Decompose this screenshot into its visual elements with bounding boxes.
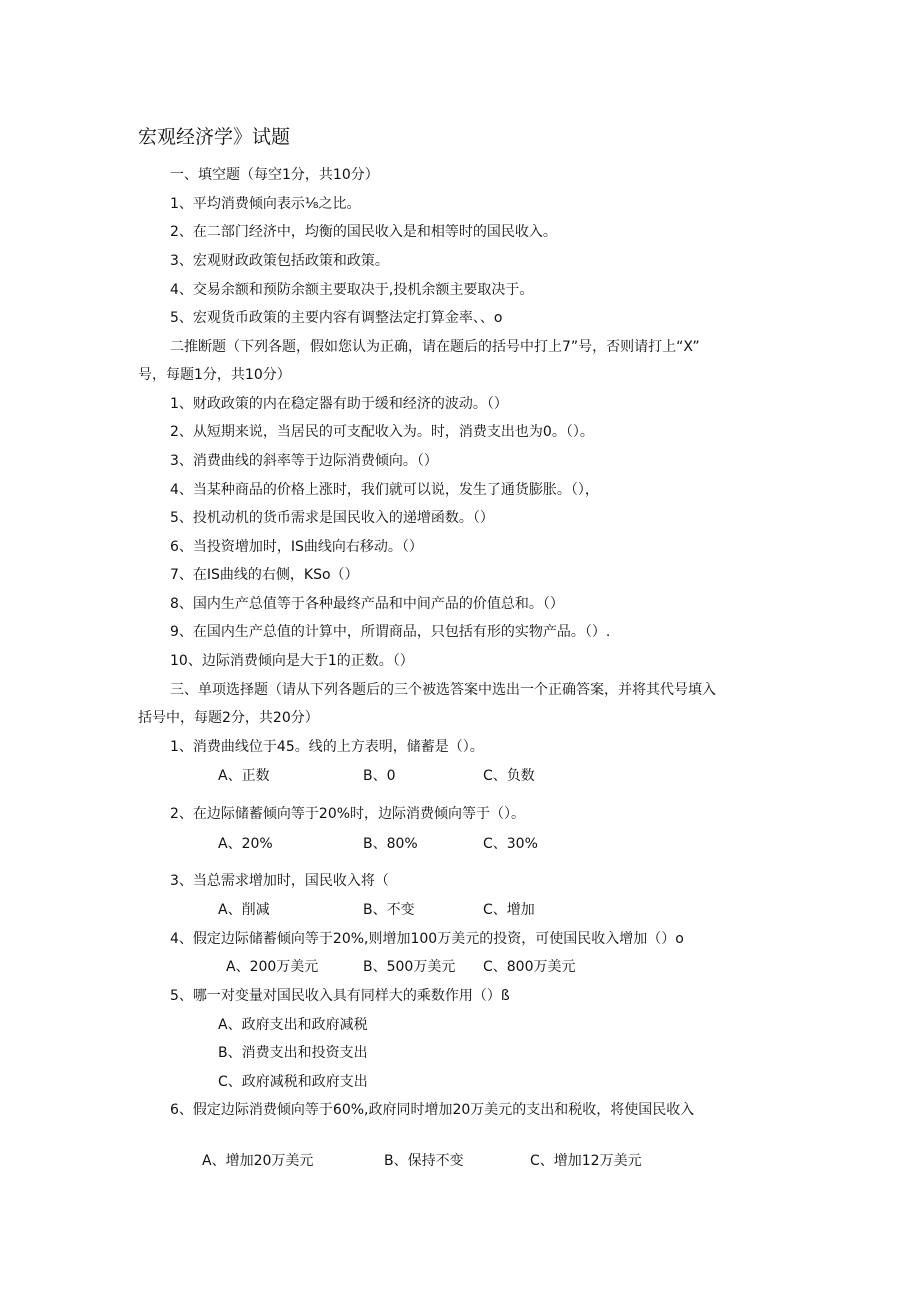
q1-option-c: C、负数 (483, 768, 535, 784)
q4-option-b: B、500万美元 (363, 959, 456, 975)
s1-item-4: 4、交易余额和预防余额主要取决于,投机余额主要取决于。 (170, 282, 534, 298)
q3-option-c: C、增加 (483, 902, 535, 918)
q5-stem: 5、哪一对变量对国民收入具有同样大的乘数作用（）ß (170, 988, 510, 1004)
q3-stem: 3、当总需求增加时，国民收入将（ (170, 873, 389, 889)
s2-item-7: 7、在IS曲线的右侧，KSo（） (170, 567, 359, 583)
s2-item-4: 4、当某种商品的价格上涨时，我们就可以说，发生了通货膨胀。（）， (170, 482, 599, 498)
q5-option-b: B、消费支出和投资支出 (218, 1045, 368, 1061)
q6-option-a: A、增加20万美元 (202, 1153, 314, 1169)
q6-option-b: B、保持不变 (384, 1153, 464, 1169)
q1-stem: 1、消费曲线位于45。线的上方表明，储蓄是（）。 (170, 739, 484, 755)
s2-item-2: 2、从短期来说，当居民的可支配收入为。时，消费支出也为0。（）。 (170, 424, 594, 440)
section-2-header-line1: 二推断题（下列各题，假如您认为正确，请在题后的括号中打上7”号，否则请打上“X” (170, 339, 700, 355)
q3-option-b: B、不变 (363, 902, 415, 918)
s2-item-6: 6、当投资增加时，IS曲线向右移动。（） (170, 539, 423, 555)
s2-item-3: 3、消费曲线的斜率等于边际消费倾向。（） (170, 453, 438, 469)
q6-option-c: C、增加12万美元 (530, 1153, 642, 1169)
section-3-header-line1: 三、单项选择题（请从下列各题后的三个被选答案中选出一个正确答案，并将其代号填入 (170, 682, 716, 698)
s2-item-10: 10、边际消费倾向是大于1的正数。（） (170, 653, 414, 669)
q1-option-b: B、0 (363, 768, 396, 784)
s1-item-2: 2、在二部门经济中，均衡的国民收入是和相等时的国民收入。 (170, 224, 557, 240)
q4-option-a: A、200万美元 (226, 959, 319, 975)
q3-option-a: A、削减 (218, 902, 270, 918)
s2-item-1: 1、财政政策的内在稳定器有助于缓和经济的波动。（） (170, 396, 508, 412)
q2-option-b: B、80% (363, 836, 418, 852)
s2-item-8: 8、国内生产总值等于各种最终产品和中间产品的价值总和。（） (170, 596, 564, 612)
s1-item-5: 5、宏观货币政策的主要内容有调整法定打算金率、、o (170, 310, 503, 326)
q2-option-a: A、20% (218, 836, 273, 852)
section-1-header: 一、填空题（每空1分，共10分） (170, 167, 379, 183)
s1-item-1: 1、平均消费倾向表示⅛之比。 (170, 196, 361, 212)
q5-option-a: A、政府支出和政府减税 (218, 1017, 368, 1033)
q2-option-c: C、30% (483, 836, 538, 852)
q5-option-c: C、政府减税和政府支出 (218, 1074, 368, 1090)
q4-option-c: C、800万美元 (483, 959, 576, 975)
q1-option-a: A、正数 (218, 768, 270, 784)
s2-item-5: 5、投机动机的货币需求是国民收入的递增函数。（） (170, 510, 494, 526)
q2-stem: 2、在边际储蓄倾向等于20%时，边际消费倾向等于（）。 (170, 806, 526, 822)
section-2-header-line2: 号，每题1分，共10分） (138, 367, 291, 383)
page-title: 宏观经济学》试题 (138, 126, 291, 148)
q4-stem: 4、假定边际储蓄倾向等于20%,则增加100万美元的投资，可使国民收入增加（）o (170, 931, 684, 947)
s1-item-3: 3、宏观财政政策包括政策和政策。 (170, 253, 389, 269)
s2-item-9: 9、在国内生产总值的计算中，所谓商品，只包括有形的实物产品。（）. (170, 624, 611, 640)
q6-stem: 6、假定边际消费倾向等于60%,政府同时增加20万美元的支出和税收，将使国民收入 (170, 1102, 695, 1118)
section-3-header-line2: 括号中，每题2分，共20分） (138, 710, 319, 726)
